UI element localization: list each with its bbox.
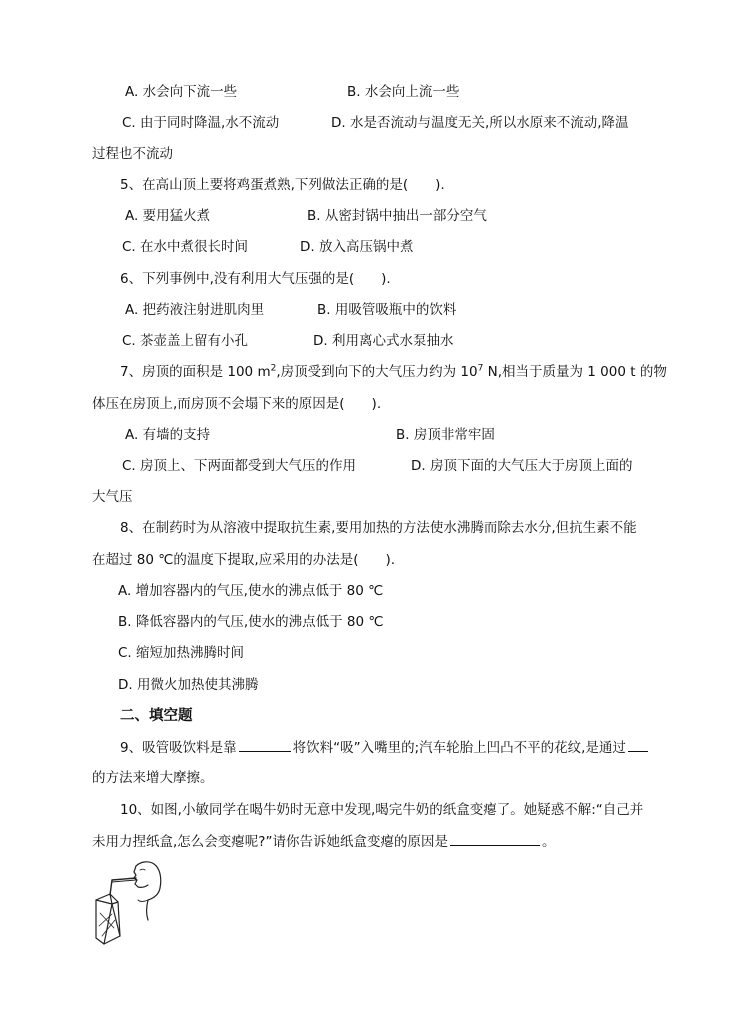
option-q8-a: A. 增加容器内的气压,使水的沸点低于 80 ℃: [118, 583, 384, 599]
option-q7-b: B. 房顶非常牢固: [396, 427, 495, 443]
q9-text-1: 9、吸管吸饮料是靠: [120, 740, 237, 756]
question-8-line1: 8、在制药时为从溶液中提取抗生素,要用加热的方法使水沸腾而除去水分,但抗生素不能: [120, 520, 637, 536]
option-q5-b: B. 从密封锅中抽出一部分空气: [307, 208, 487, 224]
q7-text-3: N,相当于质量为 1 000 t 的物: [483, 364, 667, 380]
q10-text-2: 。: [541, 834, 556, 850]
q10-text-1: 未用力捏纸盒,怎么会变瘪呢?”请你告诉她纸盒变瘪的原因是: [92, 834, 448, 850]
option-q4-d: D. 水是否流动与温度无关,所以水原来不流动,降温: [331, 115, 629, 131]
question-7-line2: 体压在房顶上,而房顶不会塌下来的原因是( ).: [92, 396, 382, 412]
option-q6-c: C. 茶壶盖上留有小孔: [122, 333, 249, 349]
q10-answer-blank[interactable]: [450, 832, 540, 846]
question-7-line1: [120, 363, 667, 381]
question-10-line2: [92, 832, 555, 851]
question-9-line1: [120, 738, 650, 757]
q7-text-2: ,房顶受到向下的大气压力约为 10: [276, 364, 478, 380]
option-q5-c: C. 在水中煮很长时间: [122, 239, 249, 255]
option-q8-d: D. 用微火加热使其沸腾: [118, 677, 259, 693]
option-q4-d-continued: 过程也不流动: [92, 146, 173, 162]
question-5: 5、在高山顶上要将鸡蛋煮熟,下列做法正确的是( ).: [120, 177, 445, 193]
q7-superscript-1: 2: [270, 363, 277, 374]
option-q6-d: D. 利用离心式水泵抽水: [313, 333, 454, 349]
q7-text-1: 7、房顶的面积是 100 m: [120, 364, 271, 380]
question-8-line2: 在超过 80 ℃的温度下提取,应采用的办法是( ).: [92, 552, 396, 568]
option-q7-d-continued: 大气压: [92, 489, 133, 505]
question-10-line1: 10、如图,小敏同学在喝牛奶时无意中发现,喝完牛奶的纸盒变瘪了。她疑惑不解:“自己并: [120, 802, 644, 818]
option-q7-d: D. 房顶下面的大气压大于房顶上面的: [411, 458, 633, 474]
option-q4-c: C. 由于同时降温,水不流动: [122, 115, 280, 131]
option-q6-b: B. 用吸管吸瓶中的饮料: [317, 302, 457, 318]
q9-answer-blank-1[interactable]: [239, 738, 291, 752]
option-q5-d: D. 放入高压锅中煮: [300, 239, 414, 255]
option-q6-a: A. 把药液注射进肌肉里: [125, 302, 265, 318]
question-6: 6、下列事例中,没有利用大气压强的是( ).: [120, 271, 391, 287]
question-9-line2: 的方法来增大摩擦。: [92, 770, 214, 786]
q9-text-2: 将饮料“吸”入嘴里的;汽车轮胎上凹凸不平的花纹,是通过: [292, 740, 626, 756]
option-q4-a: A. 水会向下流一些: [125, 84, 238, 100]
q9-answer-blank-2[interactable]: [628, 738, 648, 752]
option-q5-a: A. 要用猛火煮: [125, 208, 211, 224]
option-q7-a: A. 有墙的支持: [125, 427, 211, 443]
option-q8-c: C. 缩短加热沸腾时间: [118, 645, 245, 661]
q7-superscript-2: 7: [477, 363, 484, 374]
section-fill-in-blank-heading: 二、填空题: [120, 708, 193, 724]
option-q4-b: B. 水会向上流一些: [347, 84, 460, 100]
option-q7-c: C. 房顶上、下两面都受到大气压的作用: [122, 458, 357, 474]
milk-carton-straw-illustration: [90, 858, 170, 948]
option-q8-b: B. 降低容器内的气压,使水的沸点低于 80 ℃: [118, 614, 384, 630]
